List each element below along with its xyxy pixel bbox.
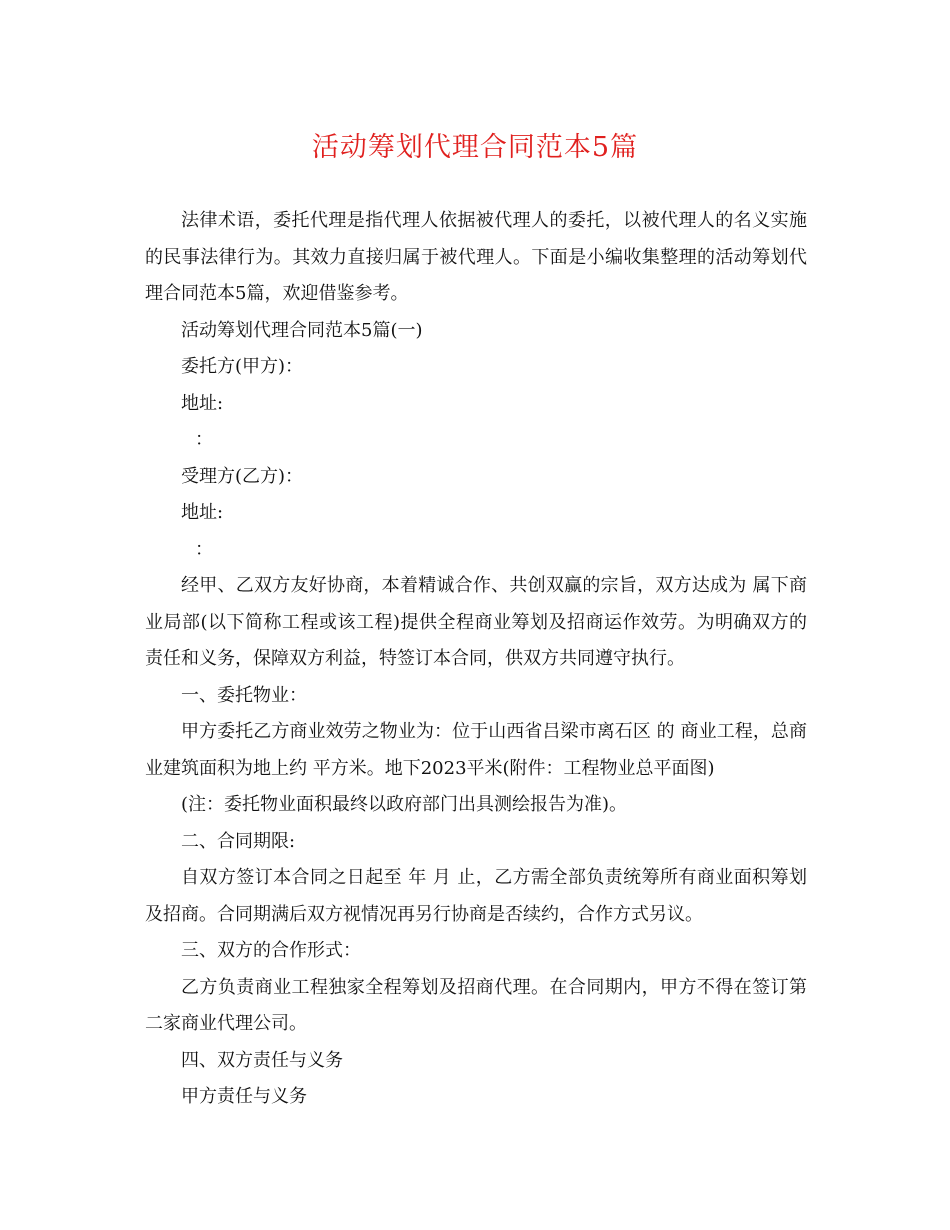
agent-address-label: 地址:: [181, 502, 224, 523]
clause-heading-4: 四、双方责任与义务: [181, 1049, 343, 1071]
agent-party-label: 受理方(乙方)：: [181, 465, 304, 487]
intro-paragraph: 法律术语，委托代理是指代理人依据被代理人的委托，以被代理人的名义实施的民事法律行为。其效力直接归属于被代理人。下面是小编收集整理的活动筹划代理合同范本5篇，欢迎借鉴参考。: [145, 210, 807, 304]
clause-1-note: (注：委托物业面积最终以政府部门出具测绘报告为准)。: [181, 794, 628, 815]
principal-blank-field: ：: [195, 429, 213, 450]
document-body: [145, 203, 807, 1116]
clause-heading-1: 一、委托物业：: [181, 684, 307, 706]
page-title: 活动筹划代理合同范本5篇: [311, 132, 639, 163]
agent-blank-field: ：: [195, 538, 213, 560]
clause-heading-3: 三、双方的合作形式：: [181, 940, 361, 961]
clause-1-body: 甲方委托乙方商业效劳之物业为：位于山西省吕梁市离石区 的 商业工程，总商业建筑面积为地上约 平方米。地下2023平米(附件：工程物业总平面图): [145, 721, 807, 779]
section-heading-contract-one: 活动筹划代理合同范本5篇(一): [181, 319, 423, 341]
principal-party-label: 委托方(甲方)：: [181, 356, 304, 377]
principal-address-label: 地址:: [181, 392, 224, 414]
clause-heading-2: 二、合同期限:: [181, 830, 296, 852]
clause-3-body: 乙方负责商业工程独家全程筹划及招商代理。在合同期内，甲方不得在签订第二家商业代理公司。: [145, 976, 807, 1034]
agreement-preamble: 经甲、乙双方友好协商，本着精诚合作、共创双赢的宗旨，双方达成为 属下商业局部(以下简称工程或该工程)提供全程商业筹划及招商运作效劳。为明确双方的责任和义务，保障双方利益，特签订本合同，供双方共同遵守执行。: [145, 575, 807, 669]
clause-4-subheading: 甲方责任与义务: [181, 1086, 307, 1107]
clause-2-body: 自双方签订本合同之日起至 年 月 止，乙方需全部负责统筹所有商业面积筹划及招商。合同期满后双方视情况再另行协商是否续约，合作方式另议。: [145, 867, 807, 925]
